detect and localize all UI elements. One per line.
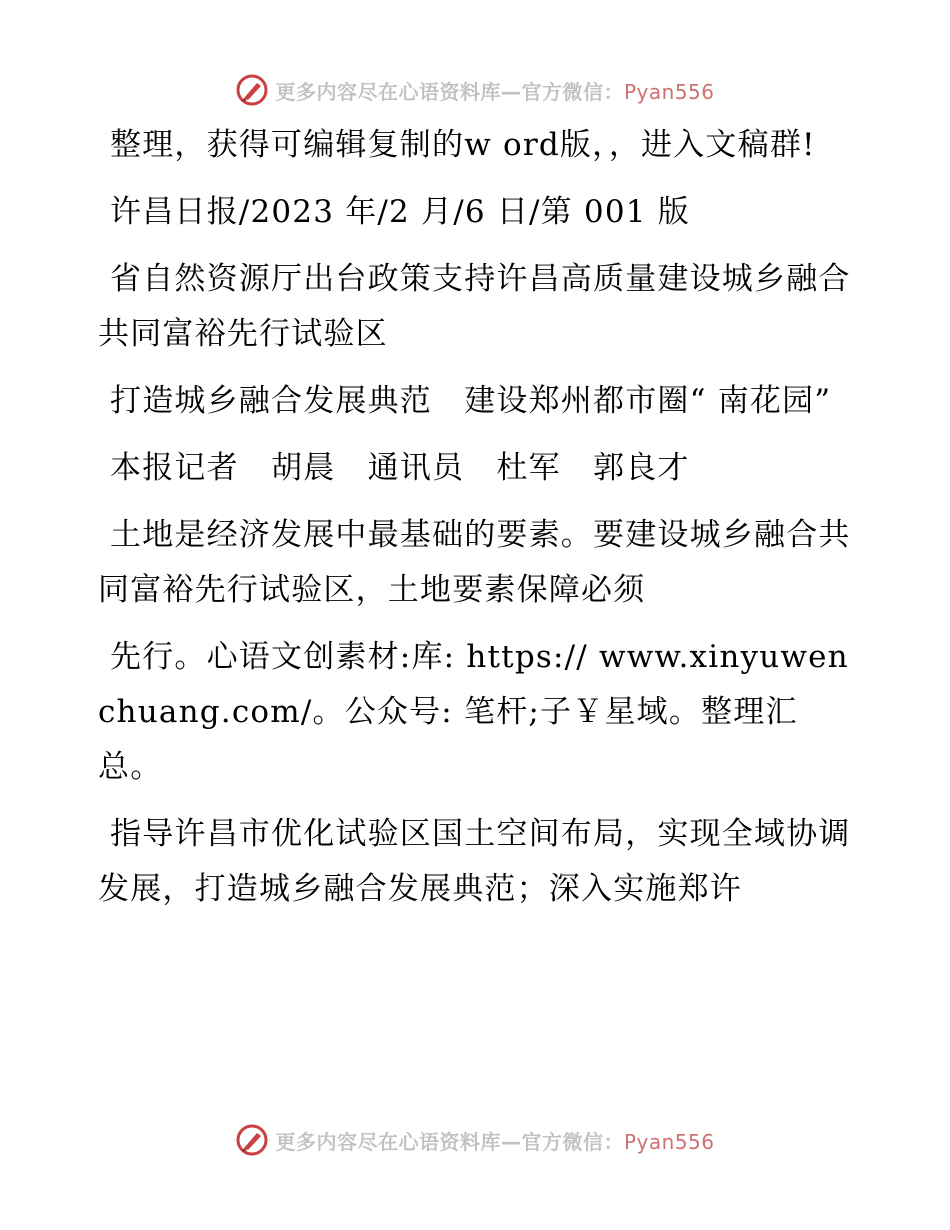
paragraph-source: 许昌日报/2023 年/2 月/6 日/第 001 版	[110, 194, 690, 230]
paragraph-body-2: 先行。心语文创素材:库: https:// www.xinyuwenchuang.com/。公众号: 笔杆;子￥星域。整理汇总。	[98, 639, 849, 785]
quill-pen-icon	[235, 73, 269, 107]
paragraph-intro: 整理，获得可编辑复制的w ord版，，进入文稿群!	[110, 127, 816, 163]
paragraph-body-3: 指导许昌市优化试验区国土空间布局，实现全域协调发展，打造城乡融合发展典范；深入实施郑许	[98, 816, 851, 907]
paragraph-headline: 省自然资源厅出台政策支持许昌高质量建设城乡融合共同富裕先行试验区	[98, 261, 851, 352]
footer-brand-text: 更多内容尽在心语资料库—官方微信：	[275, 1129, 624, 1154]
footer-wechat-id: Pyan556	[623, 1129, 715, 1154]
paragraph-subheadline: 打造城乡融合发展典范 建设郑州都市圈“ 南花园”	[110, 383, 832, 419]
footer-banner	[0, 1120, 950, 1160]
header-brand-text: 更多内容尽在心语资料库—官方微信：	[275, 79, 624, 104]
header-banner-text	[275, 76, 714, 105]
paragraph-body-1: 土地是经济发展中最基础的要素。要建设城乡融合共同富裕先行试验区，土地要素保障必须	[98, 517, 851, 608]
header-wechat-id: Pyan556	[623, 79, 715, 104]
paragraph-byline: 本报记者 胡晨 通讯员 杜军 郭良才	[110, 450, 690, 486]
footer-banner-text	[275, 1126, 714, 1155]
quill-pen-icon	[235, 1123, 269, 1157]
document-body	[98, 118, 858, 929]
header-banner	[0, 70, 950, 110]
